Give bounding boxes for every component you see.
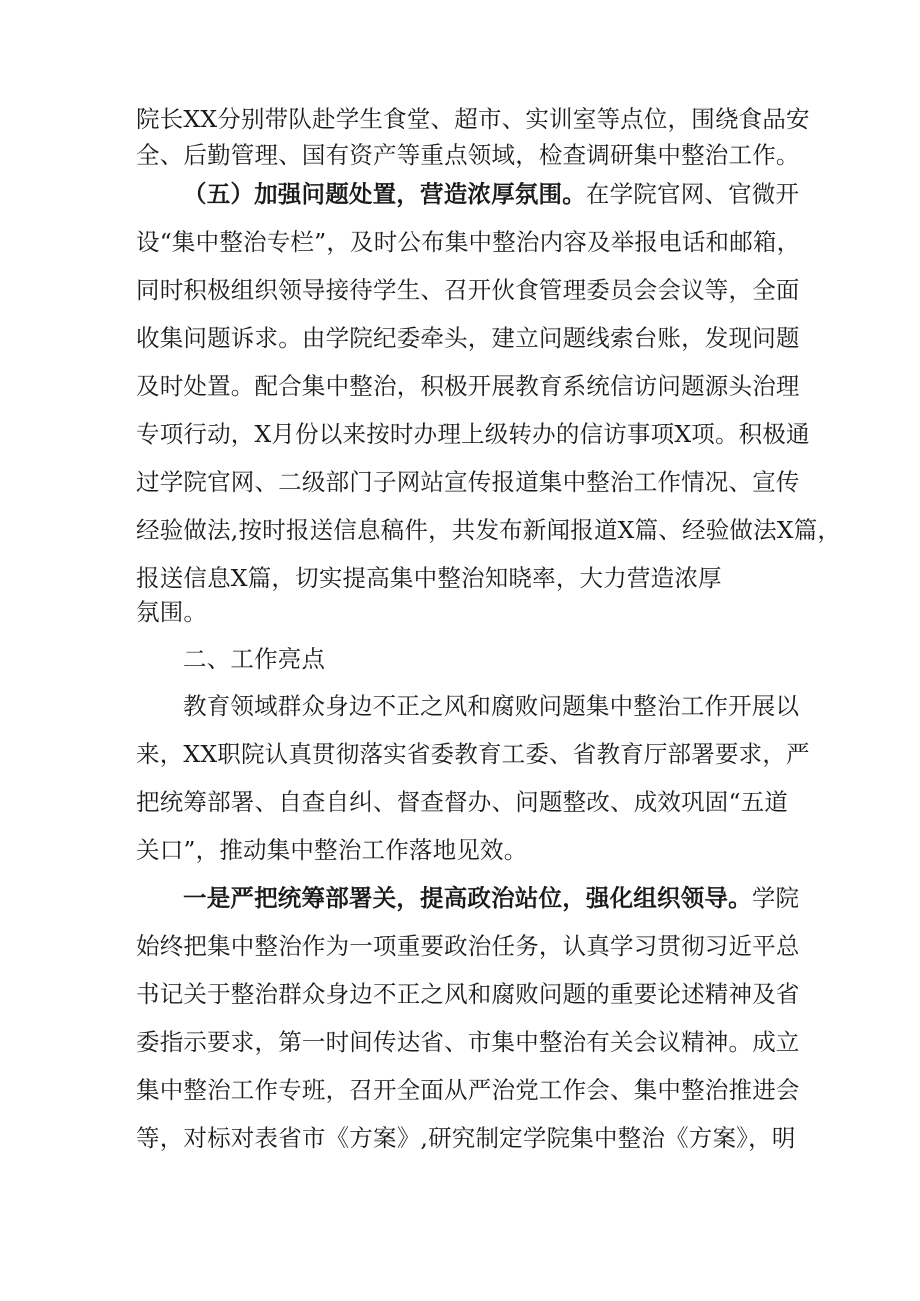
section-heading: 二、工作亮点: [183, 645, 326, 673]
body-text-line: 报送信息X篇，切实提高集中整治知晓率，大力营造浓厚: [136, 564, 722, 592]
body-text-line: 关口”，推动集中整治工作落地见效。: [136, 836, 528, 864]
body-text-line: 氛围。: [136, 598, 208, 626]
section-lead-line: [183, 176, 799, 212]
body-text-line: 院长XX分别带队赴学生食堂、超市、实训室等点位，围绕食品安: [136, 105, 810, 133]
body-text-line: 委指示要求，第一时间传达省、市集中整治有关会议精神。成立: [136, 1028, 800, 1056]
body-text-line: 及时处置。配合集中整治，积极开展教育系统信访问题源头治理: [136, 372, 800, 400]
body-text-line: 收集问题诉求。由学院纪委牵头，建立问题线索台账，发现问题: [136, 324, 800, 352]
body-text-line: 专项行动，X月份以来按时办理上级转办的信访事项X项。积极通: [136, 420, 810, 448]
body-text-line: 过学院官网、二级部门子网站宣传报道集中整治工作情况、宣传: [136, 468, 800, 496]
body-text-line: 教育领域群众身边不正之风和腐败问题集中整治工作开展以: [183, 692, 800, 720]
body-text-line: 把统筹部署、自查自纠、督查督办、问题整改、成效巩固“五道: [136, 788, 789, 816]
body-text-line: 设“集中整治专栏”，及时公布集中整治内容及举报电话和邮箱，: [136, 228, 801, 256]
body-text-line: 集中整治工作专班，召开全面从严治党工作会、集中整治推进会: [136, 1076, 800, 1104]
section-heading-bold: 一是严把统筹部署关，提高政治站位，强化组织领导。: [183, 884, 752, 912]
section-lead-line: [183, 880, 799, 916]
body-text: 在学院官网、官微开: [585, 180, 800, 208]
section-heading-bold: （五）加强问题处置，营造浓厚氛围。: [183, 180, 586, 208]
body-text-line: 等，对标对表省市《方案》,研究制定学院集中整治《方案》，明: [136, 1124, 796, 1152]
body-text-line: 始终把集中整治作为一项重要政治任务，认真学习贯彻习近平总: [136, 932, 800, 960]
body-text-line: 书记关于整治群众身边不正之风和腐败问题的重要论述精神及省: [136, 980, 800, 1008]
body-text-line: 经验做法,按时报送信息稿件，共发布新闻报道X篇、经验做法X篇，: [136, 516, 842, 544]
body-text-line: 同时积极组织领导接待学生、召开伙食管理委员会会议等，全面: [136, 276, 800, 304]
body-text-line: 全、后勤管理、国有资产等重点领域，检查调研集中整治工作。: [136, 141, 800, 169]
body-text-line: 来，XX职院认真贯彻落实省委教育工委、省教育厅部署要求，严: [136, 740, 810, 768]
body-text: 学院: [751, 884, 800, 912]
